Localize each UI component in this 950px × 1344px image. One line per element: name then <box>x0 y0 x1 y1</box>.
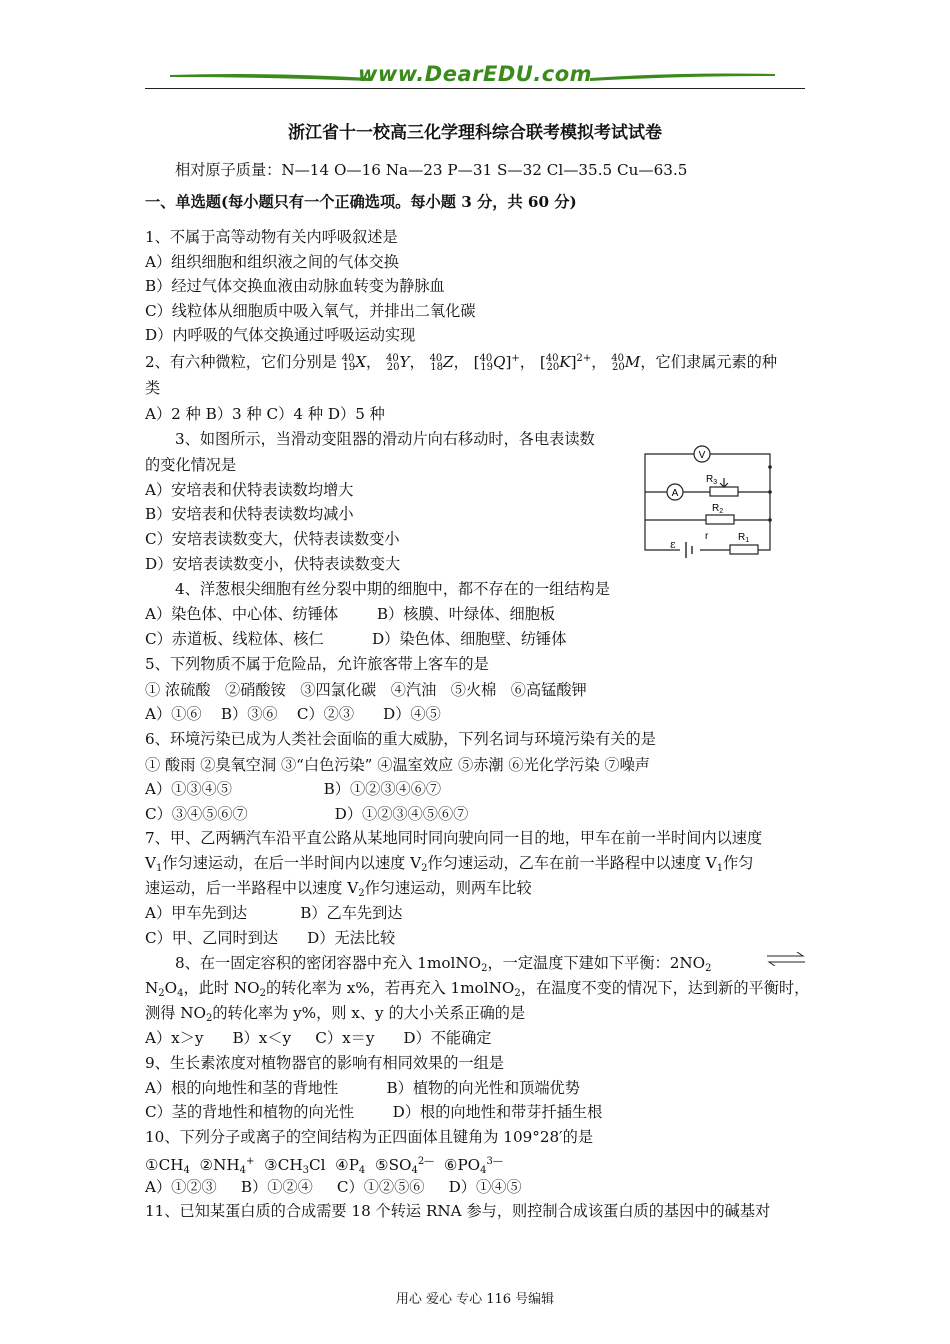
q1-option-b: B）经过气体交换血液由动脉血转变为静脉血 <box>145 277 445 295</box>
q5-items: ① 浓硫酸 ②硝酸铵 ③四氯化碳 ④汽油 ⑤火棉 ⑥高锰酸钾 <box>145 681 587 699</box>
q7-options-ab: A）甲车先到达 B）乙车先到达 <box>145 904 403 922</box>
q2-options: A）2 种 B）3 种 C）4 种 D）5 种 <box>145 405 385 423</box>
site-header-banner <box>145 60 805 92</box>
q2-stem-end: 类 <box>145 379 161 397</box>
q2-particle-z: $^{40}_{18}$Z <box>429 353 454 373</box>
q8-line3: 测得 $NO_2$的转化率为 y%，则 x、y 的大小关系正确的是 <box>145 1004 526 1024</box>
page-footer: 用心 爱心 专心 116 号编辑 <box>395 1292 555 1307</box>
q4-options-cd: C）赤道板、线粒体、核仁 D）染色体、细胞壁、纺锤体 <box>145 630 567 648</box>
q2-stem-tail: ，它们隶属元素的种 <box>640 353 777 371</box>
resistor-r1 <box>730 545 758 554</box>
r1-label: $R_1$ <box>738 532 750 544</box>
q2-stem-text: 2、有六种微粒，它们分别是 <box>145 353 337 371</box>
q8-line1: 8、在一固定容积的密闭容器中充入 1molNO$_2$，一定温度下建如下平衡：$2NO_2$ <box>175 954 712 974</box>
q2-particle-x: $^{40}_{19}$X <box>341 353 367 373</box>
equilibrium-arrow-icon <box>767 952 805 966</box>
q1-option-c: C）线粒体从细胞质中吸入氧气，并排出二氧化碳 <box>145 302 476 320</box>
atomic-masses: 相对原子质量：N—14 O—16 Na—23 P—31 S—32 Cl—35.5 Cu—63.5 <box>175 161 688 179</box>
q2-particle-k: $[^{40}_{20}K]^{2+}$ <box>539 353 592 373</box>
q4-options-ab: A）染色体、中心体、纺锤体 B）核膜、叶绿体、细胞板 <box>145 605 556 623</box>
q2-stem: 2、有六种微粒，它们分别是 $^{40}_{19}$X， $^{40}_{20}$Y， $^{40}_{18}$Z， [$^{40}_{19}$Q]+， $[^{40}_{20}K]^{2+}$， $^{40}_{20}$M，它们隶属元素的种 <box>145 353 777 373</box>
q10-options: A）①②③ B）①②④ C）①②⑤⑥ D）①④⑤ <box>145 1178 522 1196</box>
page-title: 浙江省十一校高三化学理科综合联考模拟考试试卷 <box>288 123 662 143</box>
q8-line2: $N_2O_4$，此时 $NO_2$的转化率为 x%，若再充入 1molNO$_2$，在温度不变的情况下，达到新的平衡时， <box>145 979 810 999</box>
internal-r-label: r <box>705 531 709 542</box>
q7-options-cd: C）甲、乙同时到达 D）无法比较 <box>145 929 396 947</box>
q7-line2: $V_1$作匀速运动，在后一半时间内以速度 $V_2$作匀速运动，乙车在前一半路程中以速度 $V_1$作匀 <box>145 854 754 874</box>
q11-stem: 11、已知某蛋白质的合成需要 18 个转运 RNA 参与，则控制合成该蛋白质的基因中的碱基对 <box>145 1202 771 1220</box>
q3-option-a: A）安培表和伏特表读数均增大 <box>145 481 354 499</box>
site-logo-text: www.DearEDU.com <box>357 62 593 86</box>
resistor-r2 <box>706 515 734 524</box>
emf-label: ε <box>670 538 676 551</box>
q5-options: A）①⑥ B）③⑥ C）②③ D）④⑤ <box>145 705 441 723</box>
q1-option-d: D）内呼吸的气体交换通过呼吸运动实现 <box>145 326 416 344</box>
r2-label: $R_2$ <box>712 503 724 515</box>
q3-stem-cont: 的变化情况是 <box>145 456 237 474</box>
q4-stem: 4、洋葱根尖细胞有丝分裂中期的细胞中，都不存在的一组结构是 <box>175 580 610 598</box>
circuit-diagram <box>640 442 775 560</box>
q10-stem: 10、下列分子或离子的空间结构为正四面体且键角为 109°28′的是 <box>145 1128 594 1146</box>
q7-line1: 7、甲、乙两辆汽车沿平直公路从某地同时同向驶向同一目的地，甲车在前一半时间内以速度 <box>145 829 763 847</box>
q9-options-ab: A）根的向地性和茎的背地性 B）植物的向光性和顶端优势 <box>145 1079 580 1097</box>
ammeter-label: A <box>671 488 679 499</box>
q6-items: ① 酸雨 ②臭氧空洞 ③“白色污染” ④温室效应 ⑤赤潮 ⑥光化学污染 ⑦噪声 <box>145 756 650 774</box>
q6-options-cd: C）③④⑤⑥⑦ D）①②③④⑤⑥⑦ <box>145 805 469 823</box>
voltmeter-label: V <box>698 450 706 461</box>
q1-stem: 1、不属于高等动物有关内呼吸叙述是 <box>145 228 398 246</box>
q6-stem: 6、环境污染已成为人类社会面临的重大威胁，下列名词与环境污染有关的是 <box>145 730 656 748</box>
q10-items: $①CH_4$ $②NH_4^+$ $③CH_3Cl$ $④P_4$ $⑤SO_4^{2—}$ $⑥PO_4^{3—}$ <box>145 1156 503 1176</box>
r3-label: $R_3$ <box>706 474 718 486</box>
q6-options-ab: A）①③④⑤ B）①②③④⑥⑦ <box>145 780 442 798</box>
q8-options: A）x＞y B）x＜y C）x＝y D）不能确定 <box>145 1029 492 1047</box>
q2-particle-y: $^{40}_{20}$Y <box>386 353 410 373</box>
section-heading: 一、单选题(每小题只有一个正确选项。每小题 3 分，共 60 分) <box>145 193 577 211</box>
q5-stem: 5、下列物质不属于危险品，允许旅客带上客车的是 <box>145 655 489 673</box>
resistor-r3 <box>710 487 738 496</box>
q1-option-a: A）组织细胞和组织液之间的气体交换 <box>145 253 399 271</box>
q9-options-cd: C）茎的背地性和植物的向光性 D）根的向地性和带芽扦插生根 <box>145 1103 603 1121</box>
q3-option-c: C）安培表读数变大，伏特表读数变小 <box>145 530 400 548</box>
q3-option-b: B）安培表和伏特表读数均减小 <box>145 505 354 523</box>
q2-particle-q: [$^{40}_{19}$Q]+ <box>473 353 520 373</box>
q7-line3: 速运动，后一半路程中以速度 $V_2$作匀速运动，则两车比较 <box>145 879 532 899</box>
q3-stem: 3、如图所示，当滑动变阻器的滑动片向右移动时，各电表读数 <box>175 430 595 448</box>
q3-option-d: D）安培表读数变小，伏特表读数变大 <box>145 555 401 573</box>
q9-stem: 9、生长素浓度对植物器官的影响有相同效果的一组是 <box>145 1054 504 1072</box>
q2-particle-m: $^{40}_{20}$M <box>611 353 641 373</box>
header-rule <box>145 88 805 89</box>
